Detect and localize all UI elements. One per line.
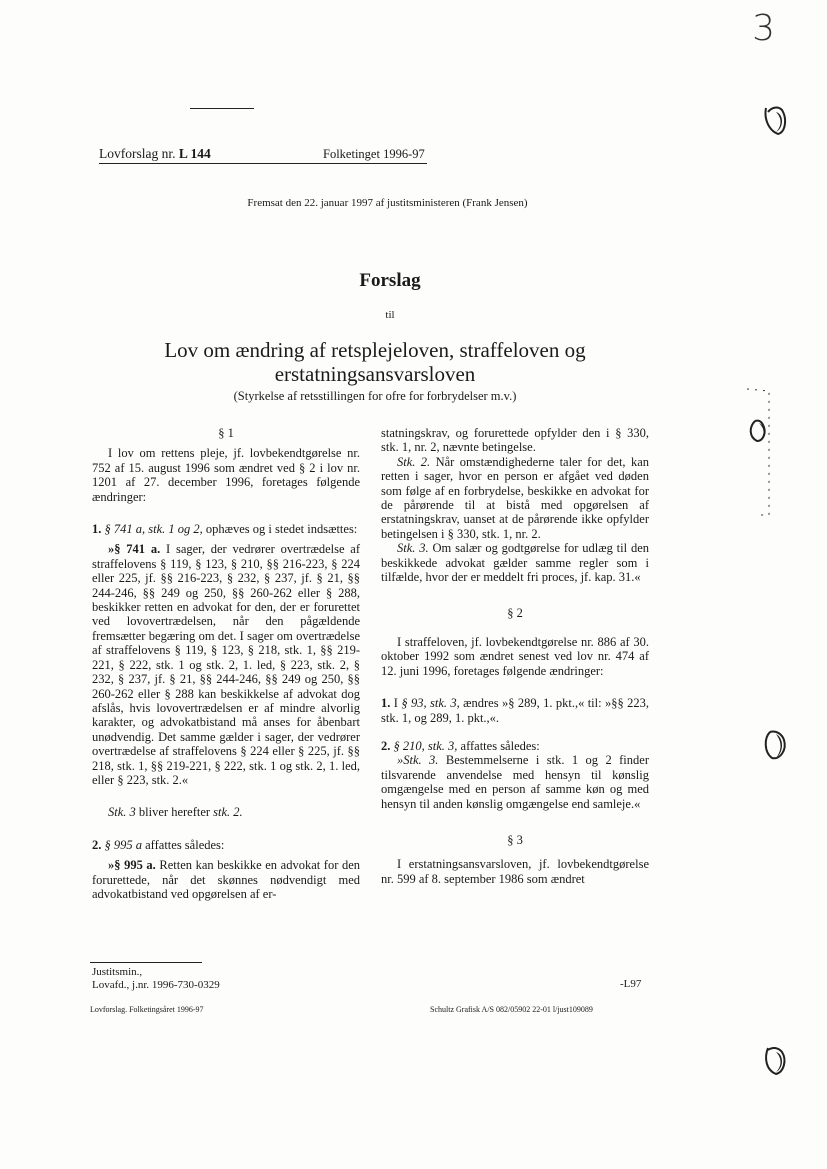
print-series-label: Lovforslag. Folketingsåret 1996-97 xyxy=(90,1005,204,1014)
section-2-amendment-2 xyxy=(381,739,649,753)
punch-hole-icon xyxy=(762,104,788,138)
paragraph-995a-text: Retten kan beskikke en advokat for den forurettede, når det skønnes nødvendigt med advokatbistand ved opgørelsen af er- xyxy=(92,858,361,901)
paragraph-741a-label: »§ 741 a. xyxy=(108,542,161,557)
law-title-line-1: Lov om ændring af retsplejeloven, straffeloven og xyxy=(164,338,586,362)
section-2-heading: § 2 xyxy=(507,606,523,621)
stk2-label: Stk. 2. xyxy=(397,454,431,469)
stk3-paragraph xyxy=(381,541,649,584)
section-2-amendment-1-ref: § 93, stk. 3, xyxy=(401,696,460,711)
session-label: Folketinget 1996-97 xyxy=(323,147,425,161)
stk2-text: Når omstændighederne taler for det, kan retten i sager, hvor en person er afgået ved døden som følge af en forbrydelse, beskikke en advokat for de pårørende til at bistå med opgørelsen af erstatningskrav, uanset at de pårørende ikke opfylder betingelsen i § 330, stk. 1, nr. 2. xyxy=(381,454,650,541)
document-heading: Forslag xyxy=(359,270,421,291)
stk3-new-label: stk. 2. xyxy=(213,805,243,820)
right-column xyxy=(381,426,649,886)
section-3-heading: § 3 xyxy=(507,832,523,847)
section-2-amendment-1 xyxy=(381,696,649,725)
section-2-amendment-2-ref: § 210, stk. 3, xyxy=(393,738,458,753)
punch-hole-icon xyxy=(762,728,788,762)
paragraph-210-stk3-text: Bestemmelserne i stk. 1 og 2 finder tilsvarende anvendelse med hensyn til kønslig omgængelse med en person af samme køn og med hensyn til anden kønslig omgængelse end samleje.« xyxy=(381,753,649,811)
section-2-amendment-2-text: affattes således: xyxy=(460,738,540,753)
amendment-1 xyxy=(92,522,360,536)
section-2-intro: I straffeloven, jf. lovbekendtgørelse nr. 886 af 30. oktober 1992 som ændret senest ved lov nr. 474 af 12. juni 1996, foretages følgende ændringer: xyxy=(381,634,649,678)
bill-number-value: L 144 xyxy=(178,146,211,161)
amendment-1-ref: § 741 a, stk. 1 og 2, xyxy=(104,522,203,537)
top-rule xyxy=(190,108,254,109)
stk3-renumber xyxy=(92,805,360,819)
law-title-line-2: erstatningsansvarsloven xyxy=(274,362,476,386)
amendment-2-number: 2. xyxy=(92,837,102,852)
document-code: -L97 xyxy=(620,978,642,990)
bill-number-prefix: Lovforslag nr. xyxy=(99,146,176,161)
introduced-line: Fremsat den 22. januar 1997 af justitsministeren (Frank Jensen) xyxy=(247,197,528,209)
paragraph-210-stk3 xyxy=(381,753,649,811)
paragraph-995a-label: »§ 995 a. xyxy=(108,858,156,873)
footnote-rule xyxy=(90,962,202,963)
paragraph-741a xyxy=(92,542,360,787)
ministry-line-2: Lovafd., j.nr. 1996-730-0329 xyxy=(92,979,220,991)
amendment-2-ref: § 995 a xyxy=(104,837,142,852)
amendment-1-text: ophæves og i stedet indsættes: xyxy=(205,522,358,537)
section-3-intro: I erstatningsansvarsloven, jf. lovbekendtgørelse nr. 599 af 8. september 1986 som ændret xyxy=(381,857,649,886)
bill-number xyxy=(99,146,211,162)
stk3-label: Stk. 3 xyxy=(108,805,136,820)
paragraph-995a xyxy=(92,858,360,901)
continued-text: statningskrav, og forurettede opfylder den i § 330, stk. 1, nr. 2, nævnte betingelse. xyxy=(381,426,649,455)
heading-connector: til xyxy=(385,309,395,321)
stk3-paragraph-label: Stk. 3. xyxy=(397,541,429,556)
header-rule xyxy=(99,163,427,164)
paragraph-741a-text: I sager, der vedrører overtrædelse af straffelovens § 119, § 123, § 210, §§ 216-223, § 224 eller 225, jf. §§ 216-223, § 232, § 237, jf. § 21, §§ 244-246, §§ 249 og 250, §§ 260-262 eller § 288, beskikker retten en advokat for den, der er forurettet ved lovovertrædelsen, når den pågældende fremsætter begæring om det. I sager om overtrædelse af straffelovens § 119, § 123, § 218, stk. 1, §§ 219-221, § 222, stk. 1 og stk. 2, 1. led, § 223, stk. 2, § 232, § 237, jf. § 21, §§ 244-246, §§ 249 og 250, §§ 260-262 eller § 288 kan beskikkelse af advokat dog afslås, hvis lovovertrædelsen er af mindre alvorlig karakter, og advokatbistand må anses for åbenbart unødvendig. Det samme gælder i sager, der vedrører overtrædelse af straffelovens § 224 eller § 225, jf. §§ 218, stk. 1, §§ 219-221, § 222, stk. 1 og stk. 2, 1. led, eller § 223, stk. 2.« xyxy=(92,542,361,787)
handwritten-page-number: 3 xyxy=(752,8,775,49)
section-2-amendment-1-text: ændres »§ 289, 1. pkt.,« til: »§§ 223, stk. 1, og 289, 1. pkt.,«. xyxy=(381,696,650,725)
section-1-intro: I lov om rettens pleje, jf. lovbekendtgørelse nr. 752 af 15. august 1996 som ændret ved § 2 i lov nr. 1201 af 27. december 1996, foretages følgende ændringer: xyxy=(92,446,360,504)
law-subtitle: (Styrkelse af retsstillingen for ofre for forbrydelser m.v.) xyxy=(233,389,517,403)
printer-imprint: Schultz Grafisk A/S 082/05902 22-01 l/just109089 xyxy=(430,1005,593,1014)
section-2-amendment-2-number: 2. xyxy=(381,738,391,753)
amendment-2 xyxy=(92,838,360,852)
stk3-mid: bliver herefter xyxy=(138,805,211,820)
section-2-amendment-1-pre: I xyxy=(393,696,398,711)
stk3-paragraph-text: Om salær og godtgørelse for udlæg til den beskikkede advokat gælder samme regler som i tilfælde, hvor der er meddelt fri proces, jf. kap. 31.« xyxy=(381,541,649,585)
punch-hole-icon xyxy=(762,1044,788,1078)
binder-mark-icon xyxy=(747,385,773,525)
paragraph-210-stk3-label: »Stk. 3. xyxy=(397,753,439,768)
left-column xyxy=(92,426,360,901)
amendment-1-number: 1. xyxy=(92,522,102,537)
section-2-amendment-1-number: 1. xyxy=(381,696,391,711)
ministry-line-1: Justitsmin., xyxy=(92,966,143,978)
amendment-2-text: affattes således: xyxy=(145,837,225,852)
ministry-reference xyxy=(92,966,220,992)
stk2-paragraph xyxy=(381,455,649,541)
section-1-heading: § 1 xyxy=(218,426,234,440)
